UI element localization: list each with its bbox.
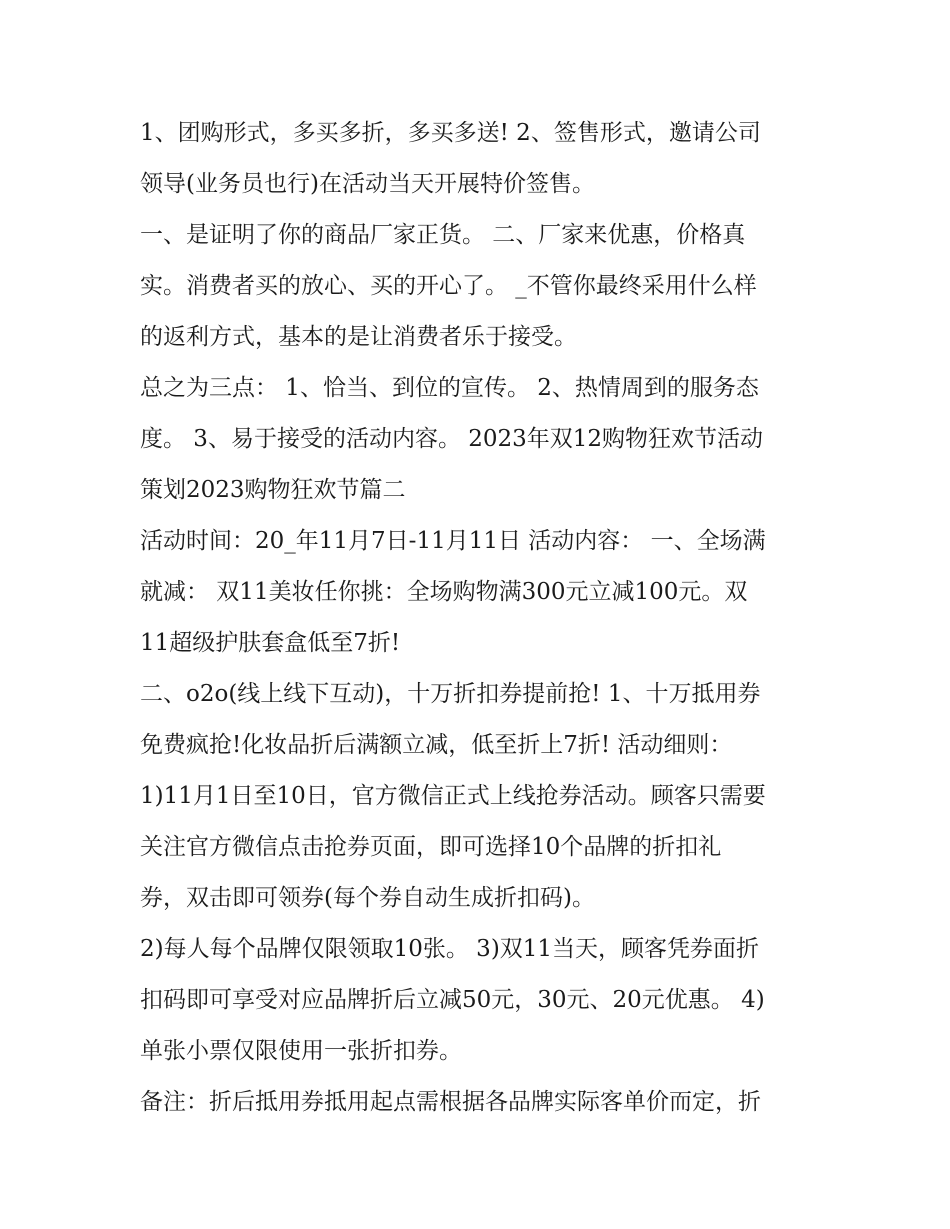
text-line: 总之为三点： 1、恰当、到位的宣传。 2、热情周到的服务态: [140, 375, 759, 401]
paragraph-o2o-coupons: [140, 669, 820, 924]
text-line: 策划2023购物狂欢节篇二: [140, 477, 406, 503]
text-line: 扣码即可享受对应品牌折后立减50元，30元、20元优惠。 4): [140, 987, 765, 1013]
text-line: 11超级护肤套盒低至7折!: [140, 630, 401, 656]
text-line: 实。消费者买的放心、买的开心了。 _不管你最终采用什么样: [140, 273, 757, 299]
text-line: 二、o2o(线上线下互动)，十万折扣券提前抢! 1、十万抵用券: [140, 681, 761, 707]
text-line: 1)11月1日至10日，官方微信正式上线抢券活动。顾客只需要: [140, 783, 766, 809]
text-line: 的返利方式，基本的是让消费者乐于接受。: [140, 324, 577, 350]
text-line: 2)每人每个品牌仅限领取10张。 3)双11当天，顾客凭券面折: [140, 936, 760, 962]
text-line: 1、团购形式，多买多折，多买多送! 2、签售形式，邀请公司: [140, 120, 761, 146]
document-body: [140, 108, 820, 1128]
paragraph-coupon-rules: [140, 924, 820, 1077]
text-line: 度。 3、易于接受的活动内容。 2023年双12购物狂欢节活动: [140, 426, 764, 452]
text-line: 备注：折后抵用券抵用起点需根据各品牌实际客单价而定，折: [140, 1089, 761, 1115]
text-line: 关注官方微信点击抢券页面，即可选择10个品牌的折扣礼: [140, 834, 722, 860]
text-line: 活动时间：20_年11月7日-11月11日 活动内容： 一、全场满: [140, 528, 766, 554]
text-line: 就减： 双11美妆任你挑：全场购物满300元立减100元。双: [140, 579, 748, 605]
text-line: 领导(业务员也行)在活动当天开展特价签售。: [140, 171, 595, 197]
paragraph-remarks: [140, 1077, 820, 1128]
text-line: 单张小票仅限使用一张折扣券。: [140, 1038, 462, 1064]
text-line: 一、是证明了你的商品厂家正货。 二、厂家来优惠，价格真: [140, 222, 746, 248]
paragraph-genuine-goods: [140, 210, 820, 363]
paragraph-activity-time: [140, 516, 820, 669]
text-line: 券，双击即可领券(每个券自动生成折扣码)。: [140, 885, 595, 911]
paragraph-three-points: [140, 363, 820, 516]
paragraph-group-purchase: [140, 108, 820, 210]
text-line: 免费疯抢!化妆品折后满额立减，低至折上7折! 活动细则：: [140, 732, 733, 758]
